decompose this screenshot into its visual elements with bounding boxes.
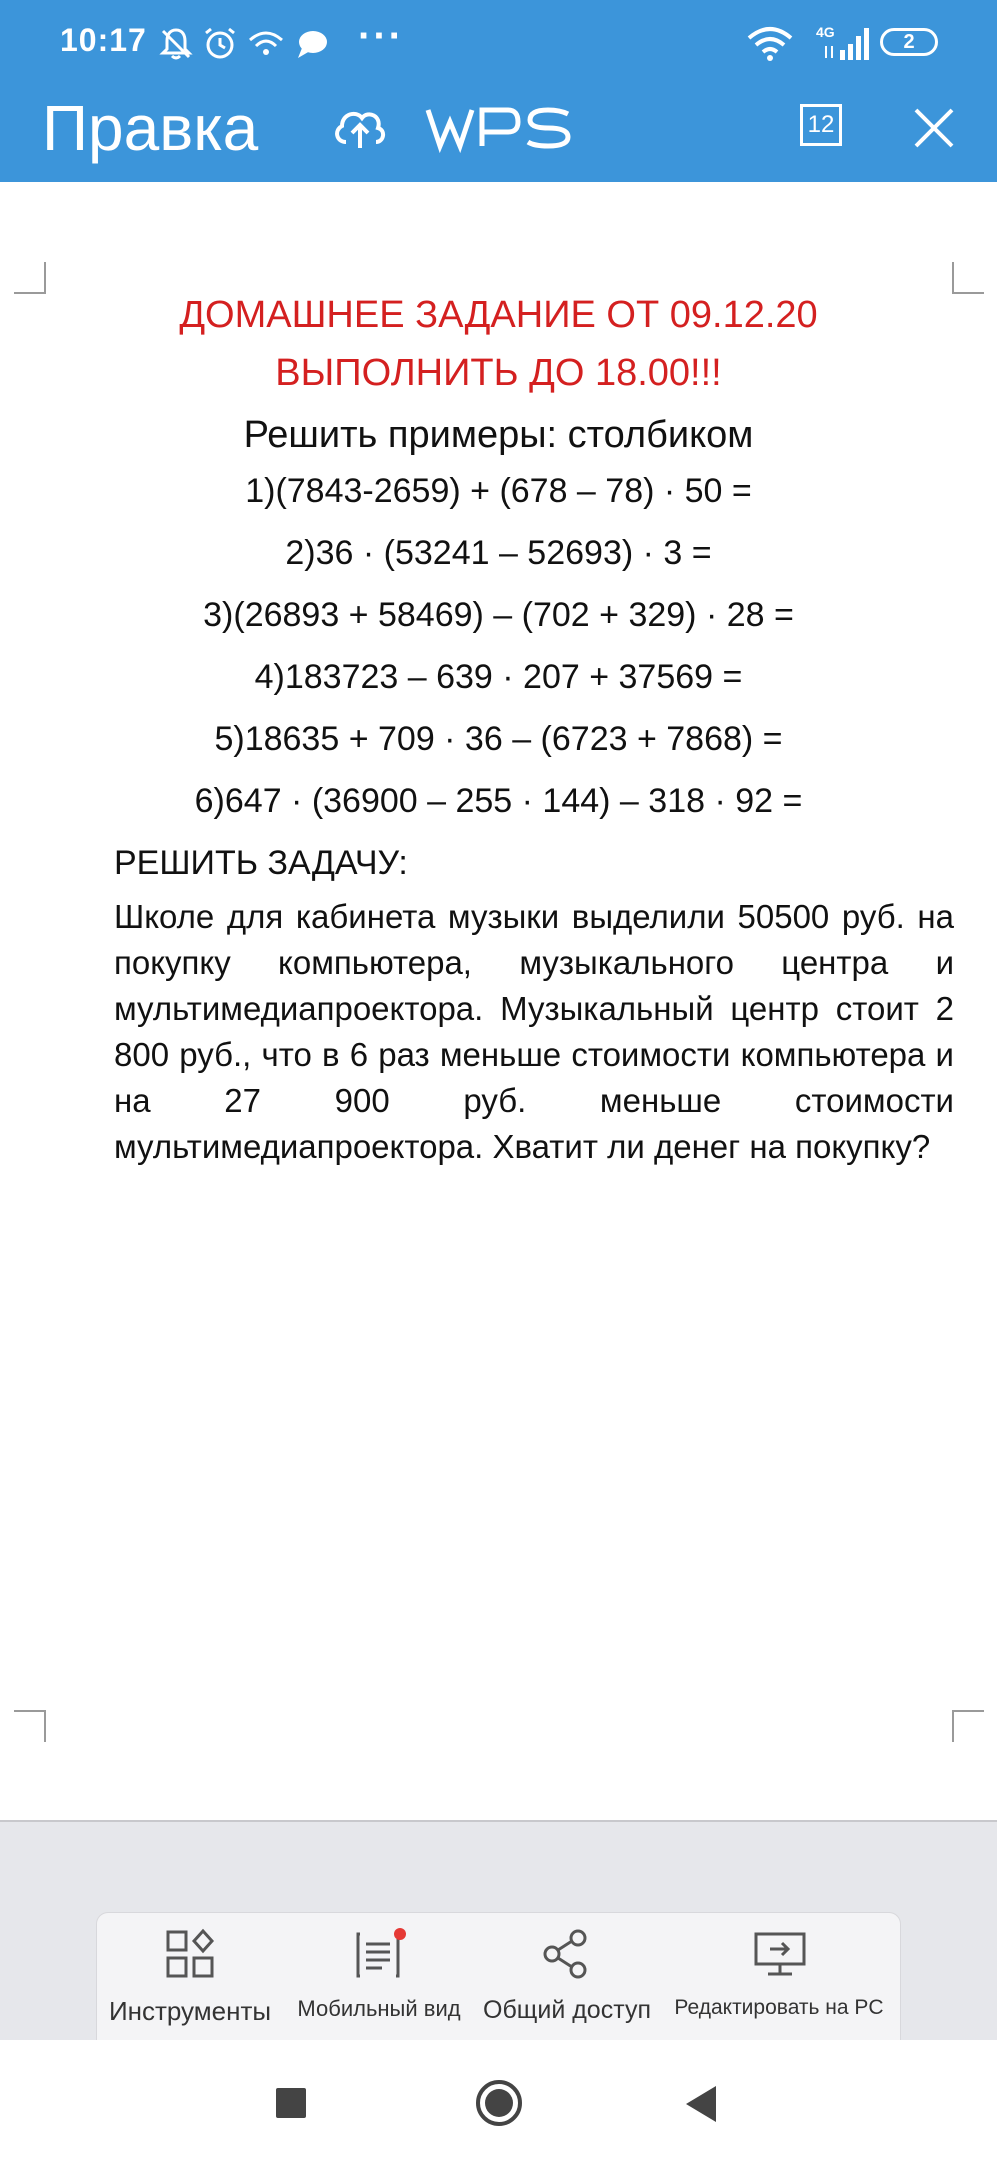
tools-label: Инструменты — [108, 1996, 272, 2026]
home-button[interactable] — [474, 2078, 524, 2128]
app-header — [0, 0, 997, 182]
status-time: 10:17 — [60, 22, 147, 58]
close-icon[interactable] — [910, 104, 958, 152]
example-line: 5)18635 + 709 · 36 – (6723 + 7868) = — [214, 720, 783, 758]
status-bar — [0, 0, 997, 88]
doc-subheading: Решить примеры: столбиком — [243, 414, 754, 456]
monitor-edit-icon — [752, 1928, 808, 1980]
alarm-icon — [200, 24, 240, 64]
more-notifications-icon: ··· — [358, 14, 404, 58]
example-line: 4)183723 – 639 · 207 + 37569 = — [254, 658, 743, 696]
system-nav-bar — [0, 2040, 997, 2160]
tools-button[interactable] — [106, 1928, 274, 2038]
page-title: Правка — [42, 92, 259, 164]
cloud-upload-icon[interactable] — [330, 100, 390, 156]
edit-on-pc-button[interactable] — [670, 1928, 888, 2038]
example-line: 6)647 · (36900 – 255 · 144) – 318 · 92 = — [194, 782, 803, 820]
network-type: 4G — [816, 24, 835, 40]
message-icon — [292, 24, 332, 64]
page-corner-mark — [952, 1710, 984, 1742]
share-icon — [540, 1928, 592, 1980]
doc-heading: ДОМАШНЕЕ ЗАДАНИЕ ОТ 09.12.20 — [179, 294, 818, 336]
recents-button[interactable] — [276, 2088, 306, 2118]
example-line: 1)(7843-2659) + (678 – 78) · 50 = — [245, 472, 752, 510]
mobile-view-icon — [352, 1928, 408, 1980]
wifi-icon — [746, 24, 794, 64]
edit-on-pc-label: Редактировать на PC — [674, 1996, 884, 2019]
signal-icon — [822, 24, 870, 64]
back-button[interactable] — [684, 2084, 720, 2124]
battery-indicator: 2 — [880, 28, 938, 56]
mobile-view-label: Мобильный вид — [297, 1996, 461, 2021]
muted-bell-icon — [156, 24, 196, 64]
example-line: 2)36 · (53241 – 52693) · 3 = — [285, 534, 712, 572]
wifi-calling-icon — [246, 24, 286, 64]
task-title: РЕШИТЬ ЗАДАЧУ: — [114, 844, 408, 882]
page-count-button[interactable]: 12 — [800, 104, 842, 146]
notification-dot-icon — [394, 1928, 406, 1940]
share-label: Общий доступ — [483, 1996, 651, 2024]
example-line: 3)(26893 + 58469) – (702 + 329) · 28 = — [203, 596, 794, 634]
task-text: Школе для кабинета музыки выделили 50500 руб. на покупку компьютера, музыкального центра и мультимедиапроектора. Музыкальный центр стоит 2 800 руб., что в 6 раз меньше стоимости компьютера и на 27 900 руб. меньше стоимости мультимедиапроектора. Хватит ли денег на покупку? — [114, 898, 954, 1165]
grid-tools-icon — [164, 1928, 216, 1980]
wps-logo — [424, 100, 574, 156]
mobile-view-button[interactable] — [290, 1928, 468, 2038]
share-button[interactable] — [478, 1928, 656, 2038]
page-corner-mark — [14, 1710, 46, 1742]
doc-deadline: ВЫПОЛНИТЬ ДО 18.00!!! — [275, 352, 722, 394]
